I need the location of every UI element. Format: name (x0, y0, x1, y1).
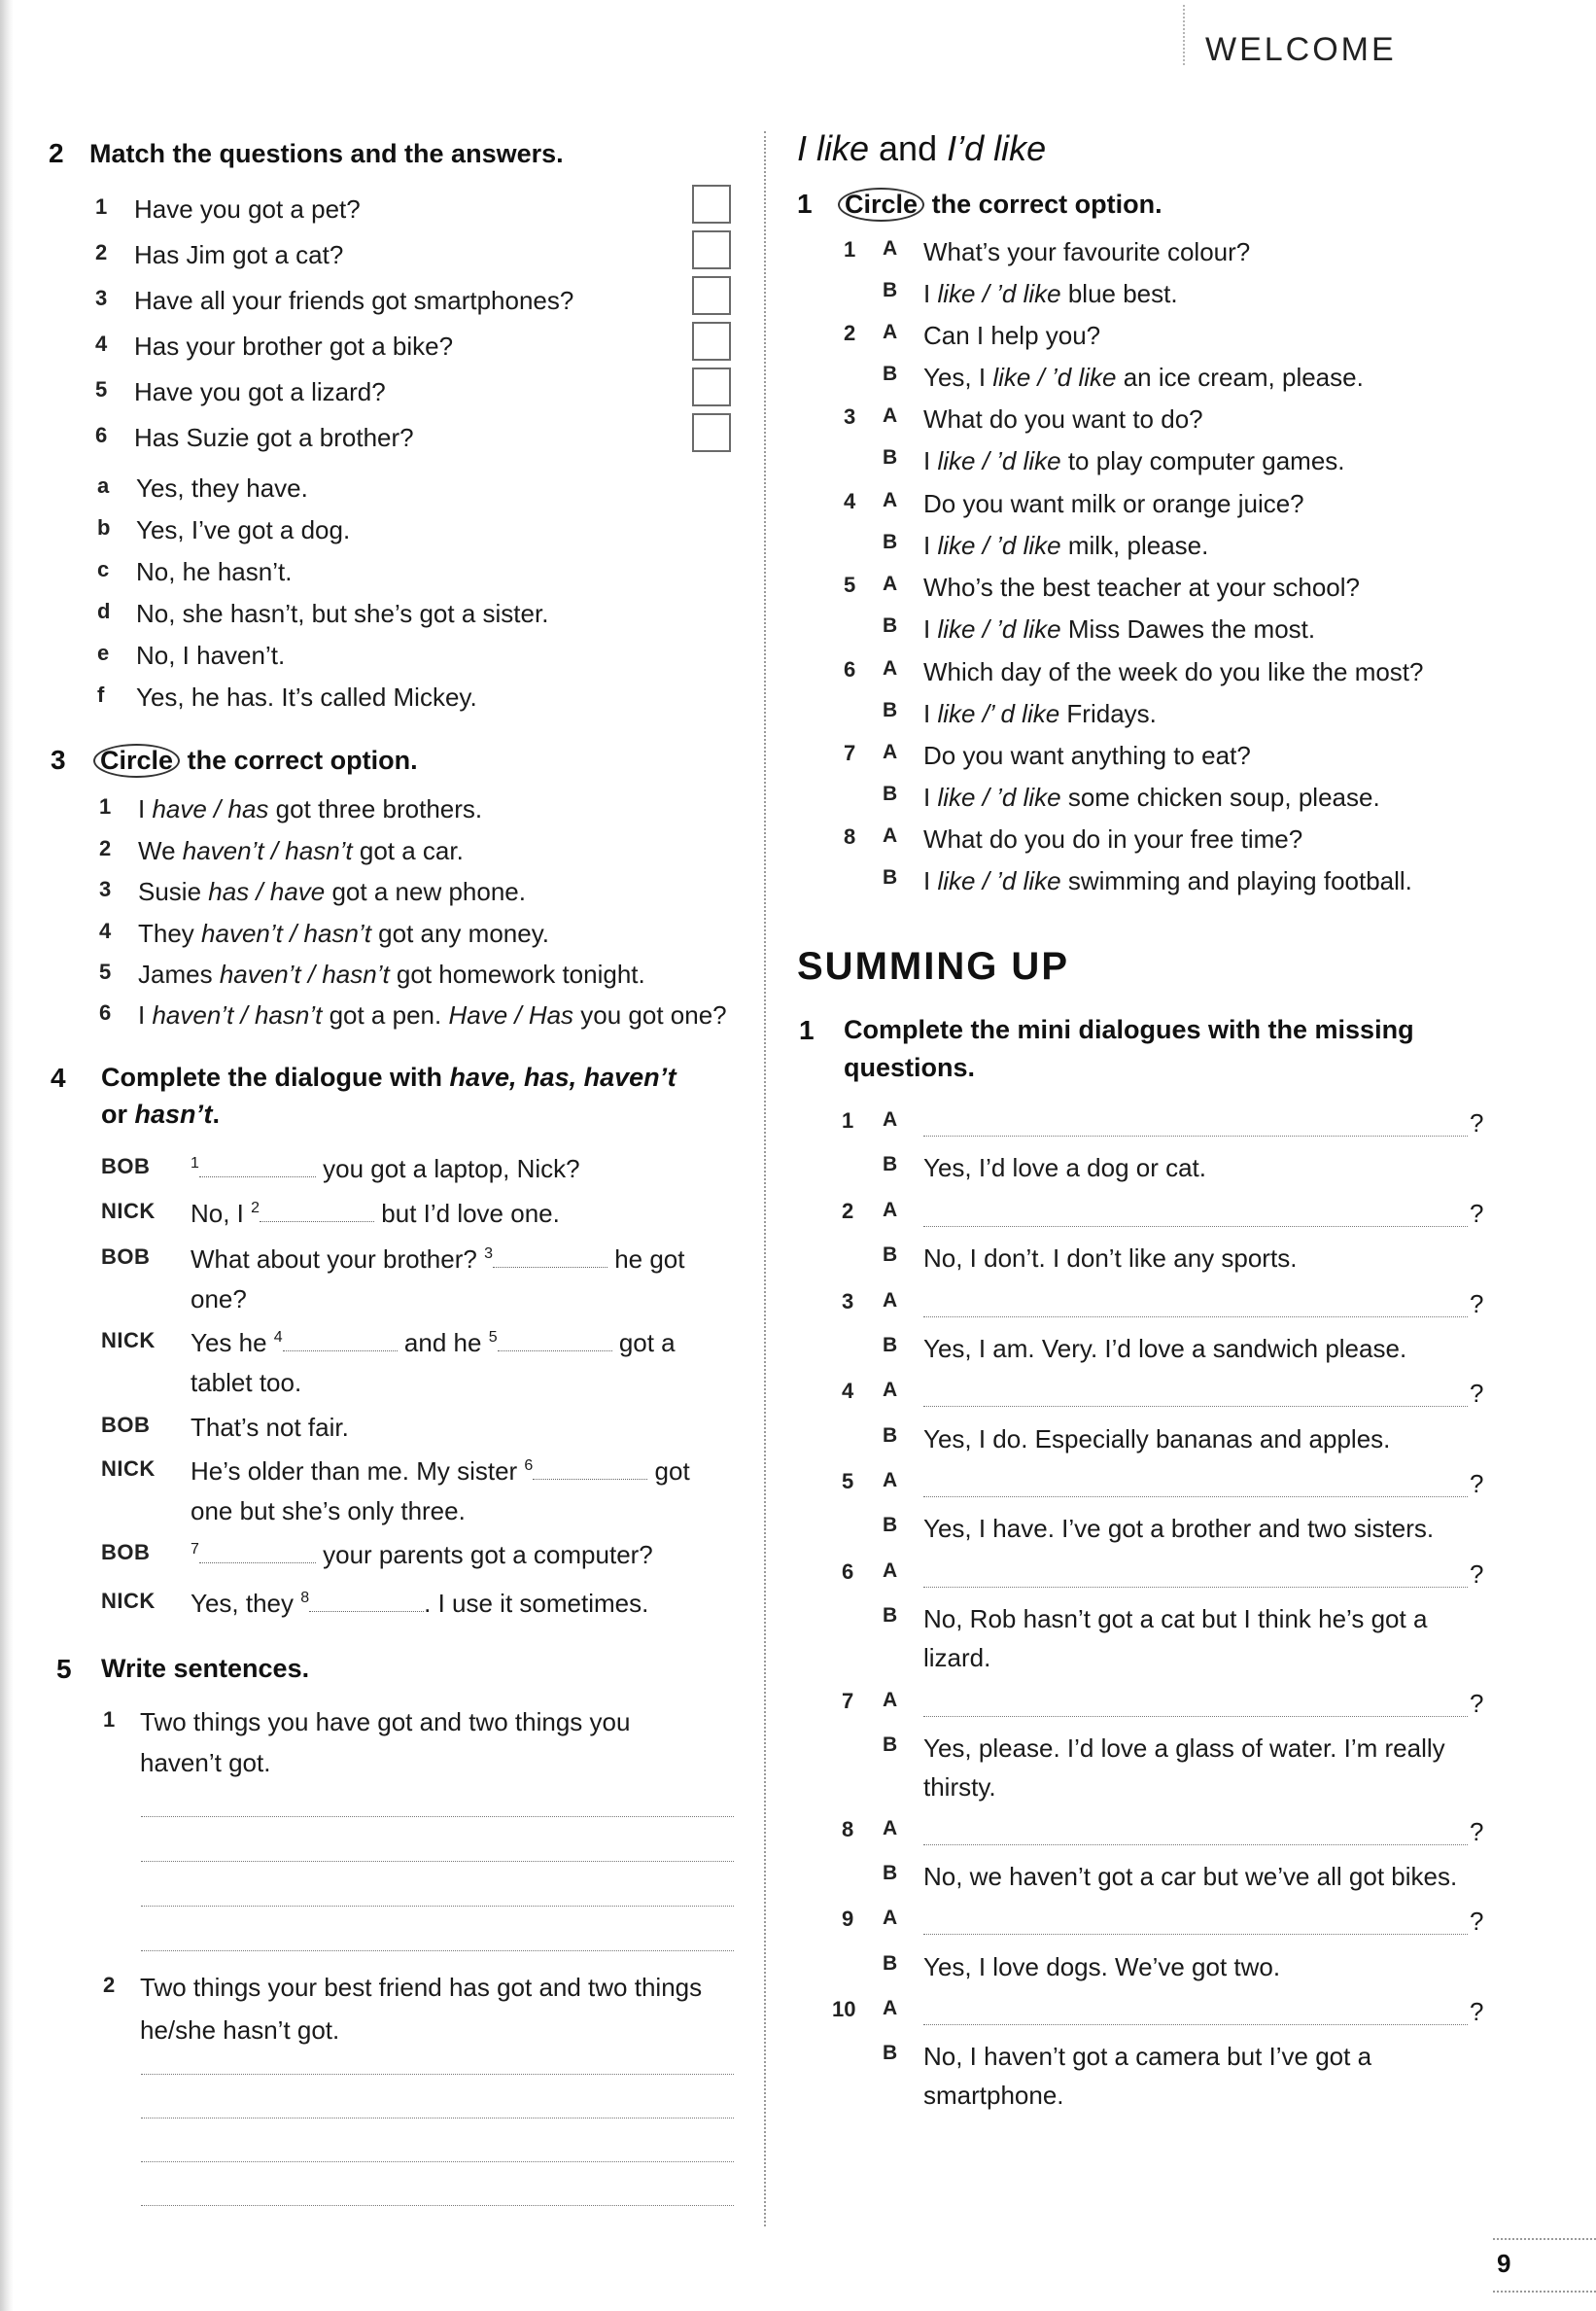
answer-item: e No, I haven’t. (97, 641, 286, 670)
question-mark: ? (1470, 1907, 1484, 1936)
writing-line[interactable] (141, 2205, 734, 2206)
exchange-a: 1 A What’s your favourite colour? (844, 237, 1251, 266)
dialogue-line: BOB That’s not fair. (101, 1413, 349, 1442)
question-answer-line[interactable] (923, 1844, 1468, 1845)
fill-blank-5[interactable] (498, 1333, 612, 1351)
like-exercise-1-heading: 1 Circle the correct option. (797, 188, 1162, 222)
question-item: 1 Have you got a pet? (95, 194, 361, 224)
page-number-rule-bottom (1493, 2291, 1596, 2293)
question-answer-line[interactable] (923, 1934, 1468, 1935)
option-item: 4 They haven’t / hasn’t got any money. (99, 919, 549, 948)
writing-line[interactable] (141, 2161, 734, 2162)
answer-item: f Yes, he has. It’s called Mickey. (97, 683, 477, 712)
writing-line[interactable] (141, 2074, 734, 2075)
mini-dialogue-b: B No, I don’t. I don’t like any sports. (883, 1243, 1298, 1273)
question-item: 2 Has Jim got a cat? (95, 240, 344, 269)
mini-dialogue-a: 7 A (842, 1689, 898, 1713)
summing-up-title: SUMMING UP (797, 945, 1069, 988)
fill-blank-1[interactable] (199, 1159, 316, 1177)
writing-line[interactable] (141, 1861, 734, 1862)
writing-line[interactable] (141, 1950, 734, 1951)
mini-dialogue-a: 5 A (842, 1469, 898, 1493)
question-mark: ? (1470, 1379, 1484, 1408)
mini-dialogue-a: 2 A (842, 1199, 898, 1223)
writing-line[interactable] (141, 1906, 734, 1907)
option-choice[interactable]: has / have (208, 877, 326, 906)
mini-dialogue-a: 6 A (842, 1559, 898, 1584)
option-choice[interactable]: haven’t / hasn’t (201, 919, 371, 948)
question-item: 6 Has Suzie got a brother? (95, 423, 414, 452)
question-mark: ? (1470, 1469, 1484, 1498)
exchange-a: 6 A Which day of the week do you like the most? (844, 657, 1424, 686)
question-mark: ? (1470, 1199, 1484, 1228)
answer-box[interactable] (692, 276, 731, 315)
section-title: I like and I’d like (797, 128, 1047, 168)
mini-dialogue-a: 1 A (842, 1108, 898, 1133)
exchange-a: 7 A Do you want anything to eat? (844, 741, 1251, 770)
question-answer-line[interactable] (923, 2024, 1468, 2025)
option-choice[interactable]: like / ’d like (992, 363, 1117, 392)
question-item: 3 Have all your friends got smartphones? (95, 286, 574, 315)
exchange-a: 4 A Do you want milk or orange juice? (844, 489, 1304, 518)
fill-blank-8[interactable] (309, 1593, 424, 1612)
dialogue-line: NICK Yes, they $^8$ . I use it sometimes. (101, 1589, 649, 1618)
answer-box[interactable] (692, 185, 731, 224)
option-choice[interactable]: haven’t / hasn’t (182, 836, 353, 865)
page-binding-shadow (0, 0, 14, 2311)
dialogue-line: NICK He’s older than me. My sister $^6$ got one but she’s only three. (101, 1456, 690, 1525)
option-item: 2 We haven’t / hasn’t got a car. (99, 836, 464, 865)
summing-up-exercise-heading: 1 Complete the mini dialogues with the missing questions. (799, 1015, 1414, 1082)
answer-box[interactable] (692, 368, 731, 406)
dialogue-line: BOB $^1$ you got a laptop, Nick? (101, 1154, 580, 1183)
question-item: 5 Have you got a lizard? (95, 377, 386, 406)
option-item: 5 James haven’t / hasn’t got homework tonight. (99, 960, 645, 989)
mini-dialogue-b: B Yes, I am. Very. I’d love a sandwich please. (883, 1334, 1407, 1363)
mini-dialogue-b: B No, I haven’t got a camera but I’ve got a smartphone. (883, 2042, 1372, 2110)
mini-dialogue-b: B No, we haven’t got a car but we’ve all got bikes. (883, 1862, 1458, 1891)
question-mark: ? (1470, 1997, 1484, 2026)
answer-item: b Yes, I’ve got a dog. (97, 515, 351, 544)
exchange-a: 5 A Who’s the best teacher at your school? (844, 573, 1360, 602)
option-choice[interactable]: like / ’d like (937, 446, 1061, 475)
dialogue-line: BOB What about your brother? $^3$ he got one? (101, 1244, 685, 1313)
question-answer-line[interactable] (923, 1226, 1468, 1227)
option-choice[interactable]: like / ’d like (937, 866, 1061, 895)
option-choice[interactable]: like /’ d like (937, 699, 1060, 728)
option-choice[interactable]: haven’t / hasn’t (219, 960, 390, 989)
answer-box[interactable] (692, 413, 731, 452)
header-divider (1183, 5, 1185, 65)
write-item: 1 Two things you have got and two things you haven’t got. (103, 1707, 631, 1777)
fill-blank-3[interactable] (493, 1249, 607, 1268)
option-choice[interactable]: like / ’d like (937, 614, 1061, 644)
question-mark: ? (1470, 1108, 1484, 1138)
exercise-5-heading: 5 Write sentences. (56, 1654, 310, 1684)
mini-dialogue-b: B Yes, please. I’d love a glass of water. I’m really thirsty. (883, 1733, 1445, 1802)
column-divider (764, 131, 766, 2226)
question-answer-line[interactable] (923, 1316, 1468, 1317)
exercise-3-heading: 3 Circle the correct option. (51, 744, 418, 778)
page-number: 9 (1497, 2249, 1511, 2278)
mini-dialogue-b: B No, Rob hasn’t got a cat but I think he’s got a lizard. (883, 1604, 1428, 1672)
option-choice[interactable]: like / ’d like (937, 279, 1061, 308)
page-number-rule-top (1493, 2238, 1596, 2240)
dialogue-line: BOB $^7$ your parents got a computer? (101, 1540, 653, 1569)
option-item: 3 Susie has / have got a new phone. (99, 877, 526, 906)
mini-dialogue-b: B Yes, I love dogs. We’ve got two. (883, 1952, 1281, 1981)
question-item: 4 Has your brother got a bike? (95, 332, 454, 361)
option-choice[interactable]: Have / Has (448, 1000, 574, 1030)
answer-item: a Yes, they have. (97, 473, 308, 503)
answer-item: c No, he hasn’t. (97, 557, 293, 586)
dialogue-line: NICK Yes he $^4$ and he $^5$ got a tablet too. (101, 1328, 676, 1397)
circle-instruction-word: Circle (93, 744, 180, 778)
question-answer-line[interactable] (923, 1587, 1468, 1588)
write-item: 2 Two things your best friend has got and two things he/she hasn’t got. (103, 1973, 703, 2045)
option-choice[interactable]: haven’t / hasn’t (152, 1000, 323, 1030)
mini-dialogue-a: 4 A (842, 1379, 898, 1403)
question-mark: ? (1470, 1289, 1484, 1318)
fill-blank-2[interactable] (260, 1204, 374, 1222)
circle-instruction-word: Circle (838, 188, 924, 222)
exercise-2-heading: 2 Match the questions and the answers. (49, 138, 564, 168)
exchange-a: 2 A Can I help you? (844, 321, 1101, 350)
option-choice[interactable]: like / ’d like (937, 783, 1061, 812)
question-mark: ? (1470, 1559, 1484, 1589)
question-mark: ? (1470, 1689, 1484, 1718)
dialogue-line: NICK No, I $^2$ but I’d love one. (101, 1199, 560, 1228)
question-answer-line[interactable] (923, 1496, 1468, 1497)
fill-blank-7[interactable] (199, 1545, 316, 1563)
option-item: 1 I have / has got three brothers. (99, 794, 483, 823)
question-answer-line[interactable] (923, 1136, 1468, 1137)
writing-line[interactable] (141, 1816, 734, 1817)
mini-dialogue-b: B Yes, I have. I’ve got a brother and two sisters. (883, 1514, 1435, 1543)
unit-header: WELCOME (1205, 31, 1397, 68)
mini-dialogue-a: 3 A (842, 1289, 898, 1313)
exchange-a: 3 A What do you want to do? (844, 404, 1203, 434)
question-answer-line[interactable] (923, 1716, 1468, 1717)
answer-box[interactable] (692, 230, 731, 269)
mini-dialogue-a: 9 A (842, 1907, 898, 1931)
question-answer-line[interactable] (923, 1406, 1468, 1407)
question-mark: ? (1470, 1817, 1484, 1846)
answer-item: d No, she hasn’t, but she’s got a sister. (97, 599, 549, 628)
mini-dialogue-a: 10 A (832, 1997, 898, 2021)
answer-box[interactable] (692, 322, 731, 361)
mini-dialogue-b: B Yes, I do. Especially bananas and apples. (883, 1424, 1391, 1453)
mini-dialogue-b: B Yes, I’d love a dog or cat. (883, 1153, 1207, 1182)
exercise-4-heading: 4 Complete the dialogue with have, has, haven’t or hasn’t. (51, 1063, 677, 1129)
option-choice[interactable]: have / has (152, 794, 269, 823)
option-choice[interactable]: like / ’d like (937, 531, 1061, 560)
exchange-a: 8 A What do you do in your free time? (844, 824, 1303, 854)
option-item: 6 I haven’t / hasn’t got a pen. Have / Has you got one? (99, 1000, 727, 1030)
mini-dialogue-a: 8 A (842, 1817, 898, 1841)
fill-blank-6[interactable] (533, 1461, 647, 1480)
fill-blank-4[interactable] (283, 1333, 398, 1351)
